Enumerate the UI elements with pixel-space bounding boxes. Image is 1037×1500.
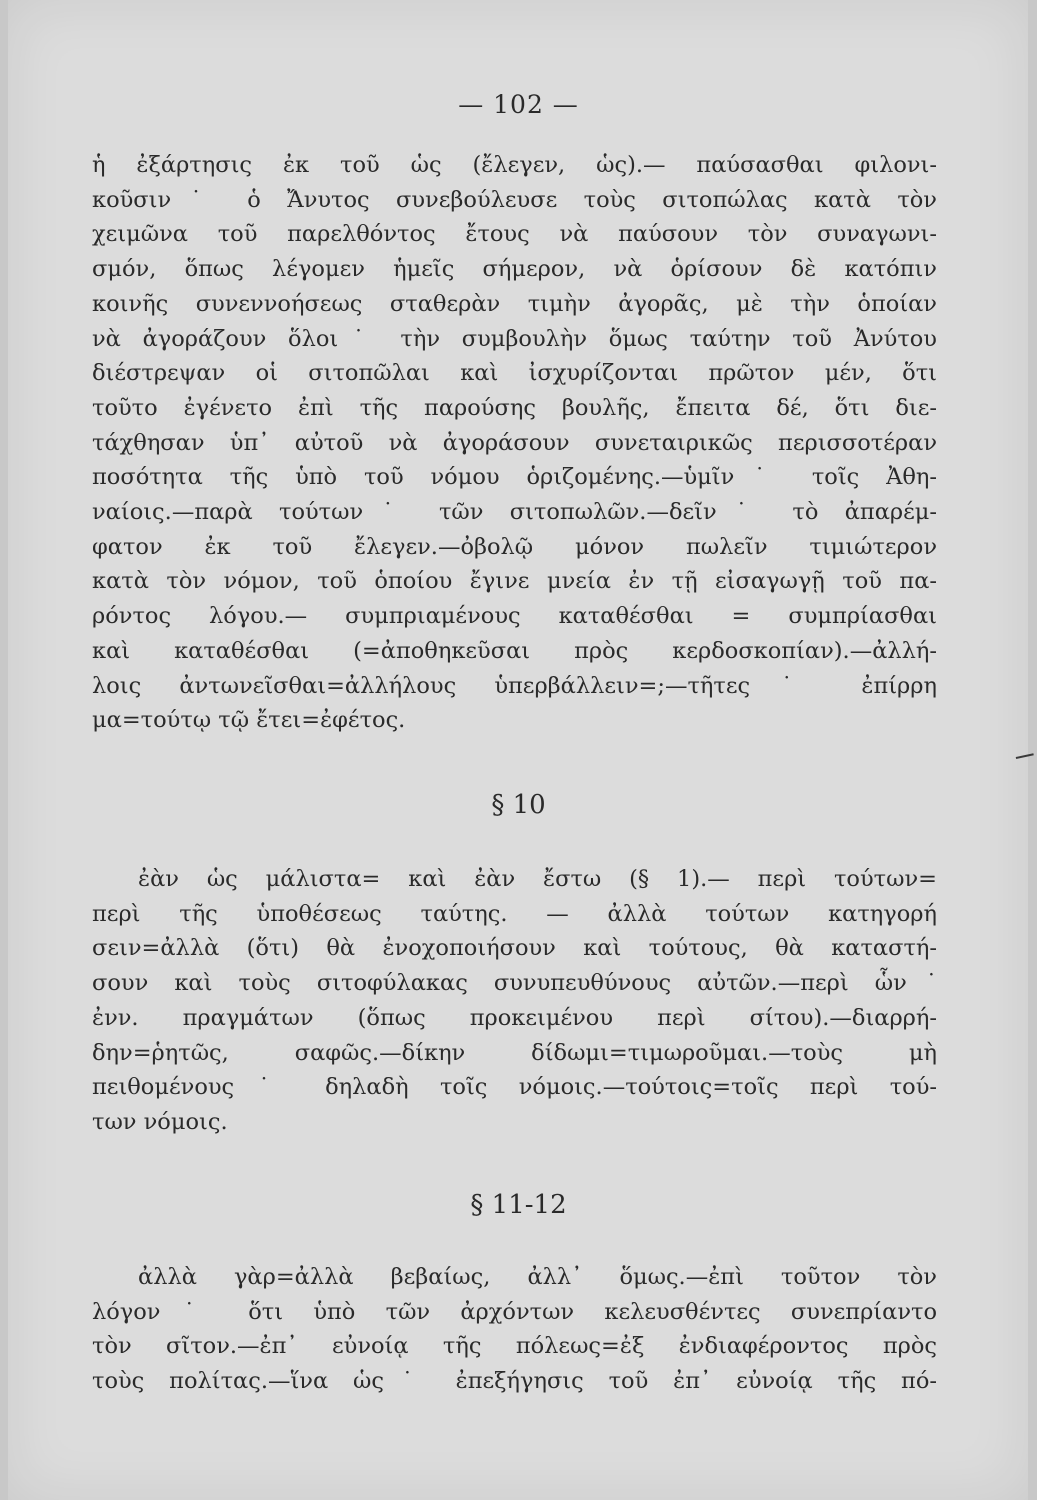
text-line: κοινῆς συνεννοήσεως σταθερὰν τιμὴν ἀγορᾶς, μὲ τὴν ὁποίαν	[92, 290, 937, 317]
text-line: μα=τούτῳ τῷ ἔτει=ἐφέτος.	[92, 707, 406, 734]
text-line: λόγον˙ ὅτι ὑπὸ τῶν ἀρχόντων κελευσθέντες συνεπρίαντο	[92, 1298, 937, 1325]
text-line: κατὰ τὸν νόμον, τοῦ ὁποίου ἔγινε μνεία ἐν τῇ εἰσαγωγῇ τοῦ πα-	[92, 568, 937, 595]
text-line: περὶ τῆς ὑποθέσεως ταύτης. — ἀλλὰ τούτων κατηγορή	[92, 900, 937, 927]
commentary-section-11-12	[92, 1260, 937, 1399]
text-line: νὰ ἀγοράζουν ὅλοι˙ τὴν συμβουλὴν ὅμως ταύτην τοῦ Ἀνύτου	[92, 325, 937, 352]
text-line: πειθομένους˙ δηλαδὴ τοῖς νόμοις.—τούτοις=τοῖς περὶ τού-	[92, 1074, 937, 1101]
text-line: λοις ἀντωνεῖσθαι=ἀλλήλους ὑπερβάλλειν=;—τῆτες˙ ἐπίρρη	[92, 672, 937, 699]
text-line: σειν=ἀλλὰ (ὅτι) θὰ ἐνοχοποιήσουν καὶ τούτους, θὰ καταστή-	[92, 935, 937, 962]
text-line: ρόντος λόγου.— συμπριαμένους καταθέσθαι = συμπρίασθαι	[92, 603, 937, 630]
margin-mark	[1016, 753, 1037, 770]
commentary-section-10	[92, 862, 937, 1140]
text-line: ἐὰν ὡς μάλιστα= καὶ ἐὰν ἔστω (§ 1).— περὶ τούτων=	[138, 866, 937, 892]
section-heading-10: § 10	[491, 790, 546, 820]
text-line: διέστρεψαν οἱ σιτοπῶλαι καὶ ἰσχυρίζονται πρῶτον μέν, ὅτι	[92, 360, 937, 387]
text-line: σουν καὶ τοὺς σιτοφύλακας συνυπευθύνους αὐτῶν.—περὶ ὧν˙	[92, 970, 937, 997]
text-line: δην=ῥητῶς, σαφῶς.—δίκην δίδωμι=τιμωροῦμαι.—τοὺς μὴ	[92, 1039, 937, 1066]
text-line: σμόν, ὅπως λέγομεν ἡμεῖς σήμερον, νὰ ὁρίσουν δὲ κατόπιν	[92, 256, 937, 283]
text-line: ἐνν. πραγμάτων (ὅπως προκειμένου περὶ σίτου).—διαρρή-	[92, 1004, 937, 1031]
text-line: τάχθησαν ὑπ᾽ αὐτοῦ νὰ ἀγοράσουν συνεταιρικῶς περισσοτέραν	[92, 429, 937, 456]
text-line: τοῦτο ἐγένετο ἐπὶ τῆς παρούσης βουλῆς, ἔπειτα δέ, ὅτι διε-	[92, 394, 937, 421]
text-line: χειμῶνα τοῦ παρελθόντος ἔτους νὰ παύσουν τὸν συναγωνι-	[92, 221, 937, 248]
text-line: τὸν σῖτον.—ἐπ᾽ εὐνοίᾳ τῆς πόλεως=ἐξ ἐνδιαφέροντος πρὸς	[92, 1333, 937, 1360]
text-line: ναίοις.—παρὰ τούτων˙ τῶν σιτοπωλῶν.—δεῖν˙ τὸ ἀπαρέμ-	[92, 499, 937, 526]
text-line: κοῦσιν˙ ὁ Ἄνυτος συνεβούλευσε τοὺς σιτοπώλας κατὰ τὸν	[92, 186, 937, 213]
text-line: ποσότητα τῆς ὑπὸ τοῦ νόμου ὁριζομένης.—ὑμῖν˙ τοῖς Ἀθη-	[92, 464, 937, 491]
commentary-section-9	[92, 148, 937, 738]
text-line: τοὺς πολίτας.—ἵνα ὡς˙ ἐπεξήγησις τοῦ ἐπ᾽ εὐνοίᾳ τῆς πό-	[92, 1368, 937, 1395]
section-heading-11-12: § 11-12	[470, 1190, 567, 1220]
text-line: των νόμοις.	[92, 1108, 228, 1135]
text-line: φατον ἐκ τοῦ ἔλεγεν.—ὀβολῷ μόνον πωλεῖν τιμιώτερον	[92, 533, 937, 560]
text-line: καὶ καταθέσθαι (=ἀποθηκεῦσαι πρὸς κερδοσκοπίαν).—ἀλλή-	[92, 637, 937, 664]
text-line: ἡ ἐξάρτησις ἐκ τοῦ ὡς (ἔλεγεν, ὡς).— παύσασθαι φιλονι-	[92, 152, 937, 178]
text-line: ἀλλὰ γὰρ=ἀλλὰ βεβαίως, ἀλλ᾽ ὅμως.—ἐπὶ τοῦτον τὸν	[138, 1264, 937, 1290]
page-number: — 102 —	[458, 90, 579, 119]
